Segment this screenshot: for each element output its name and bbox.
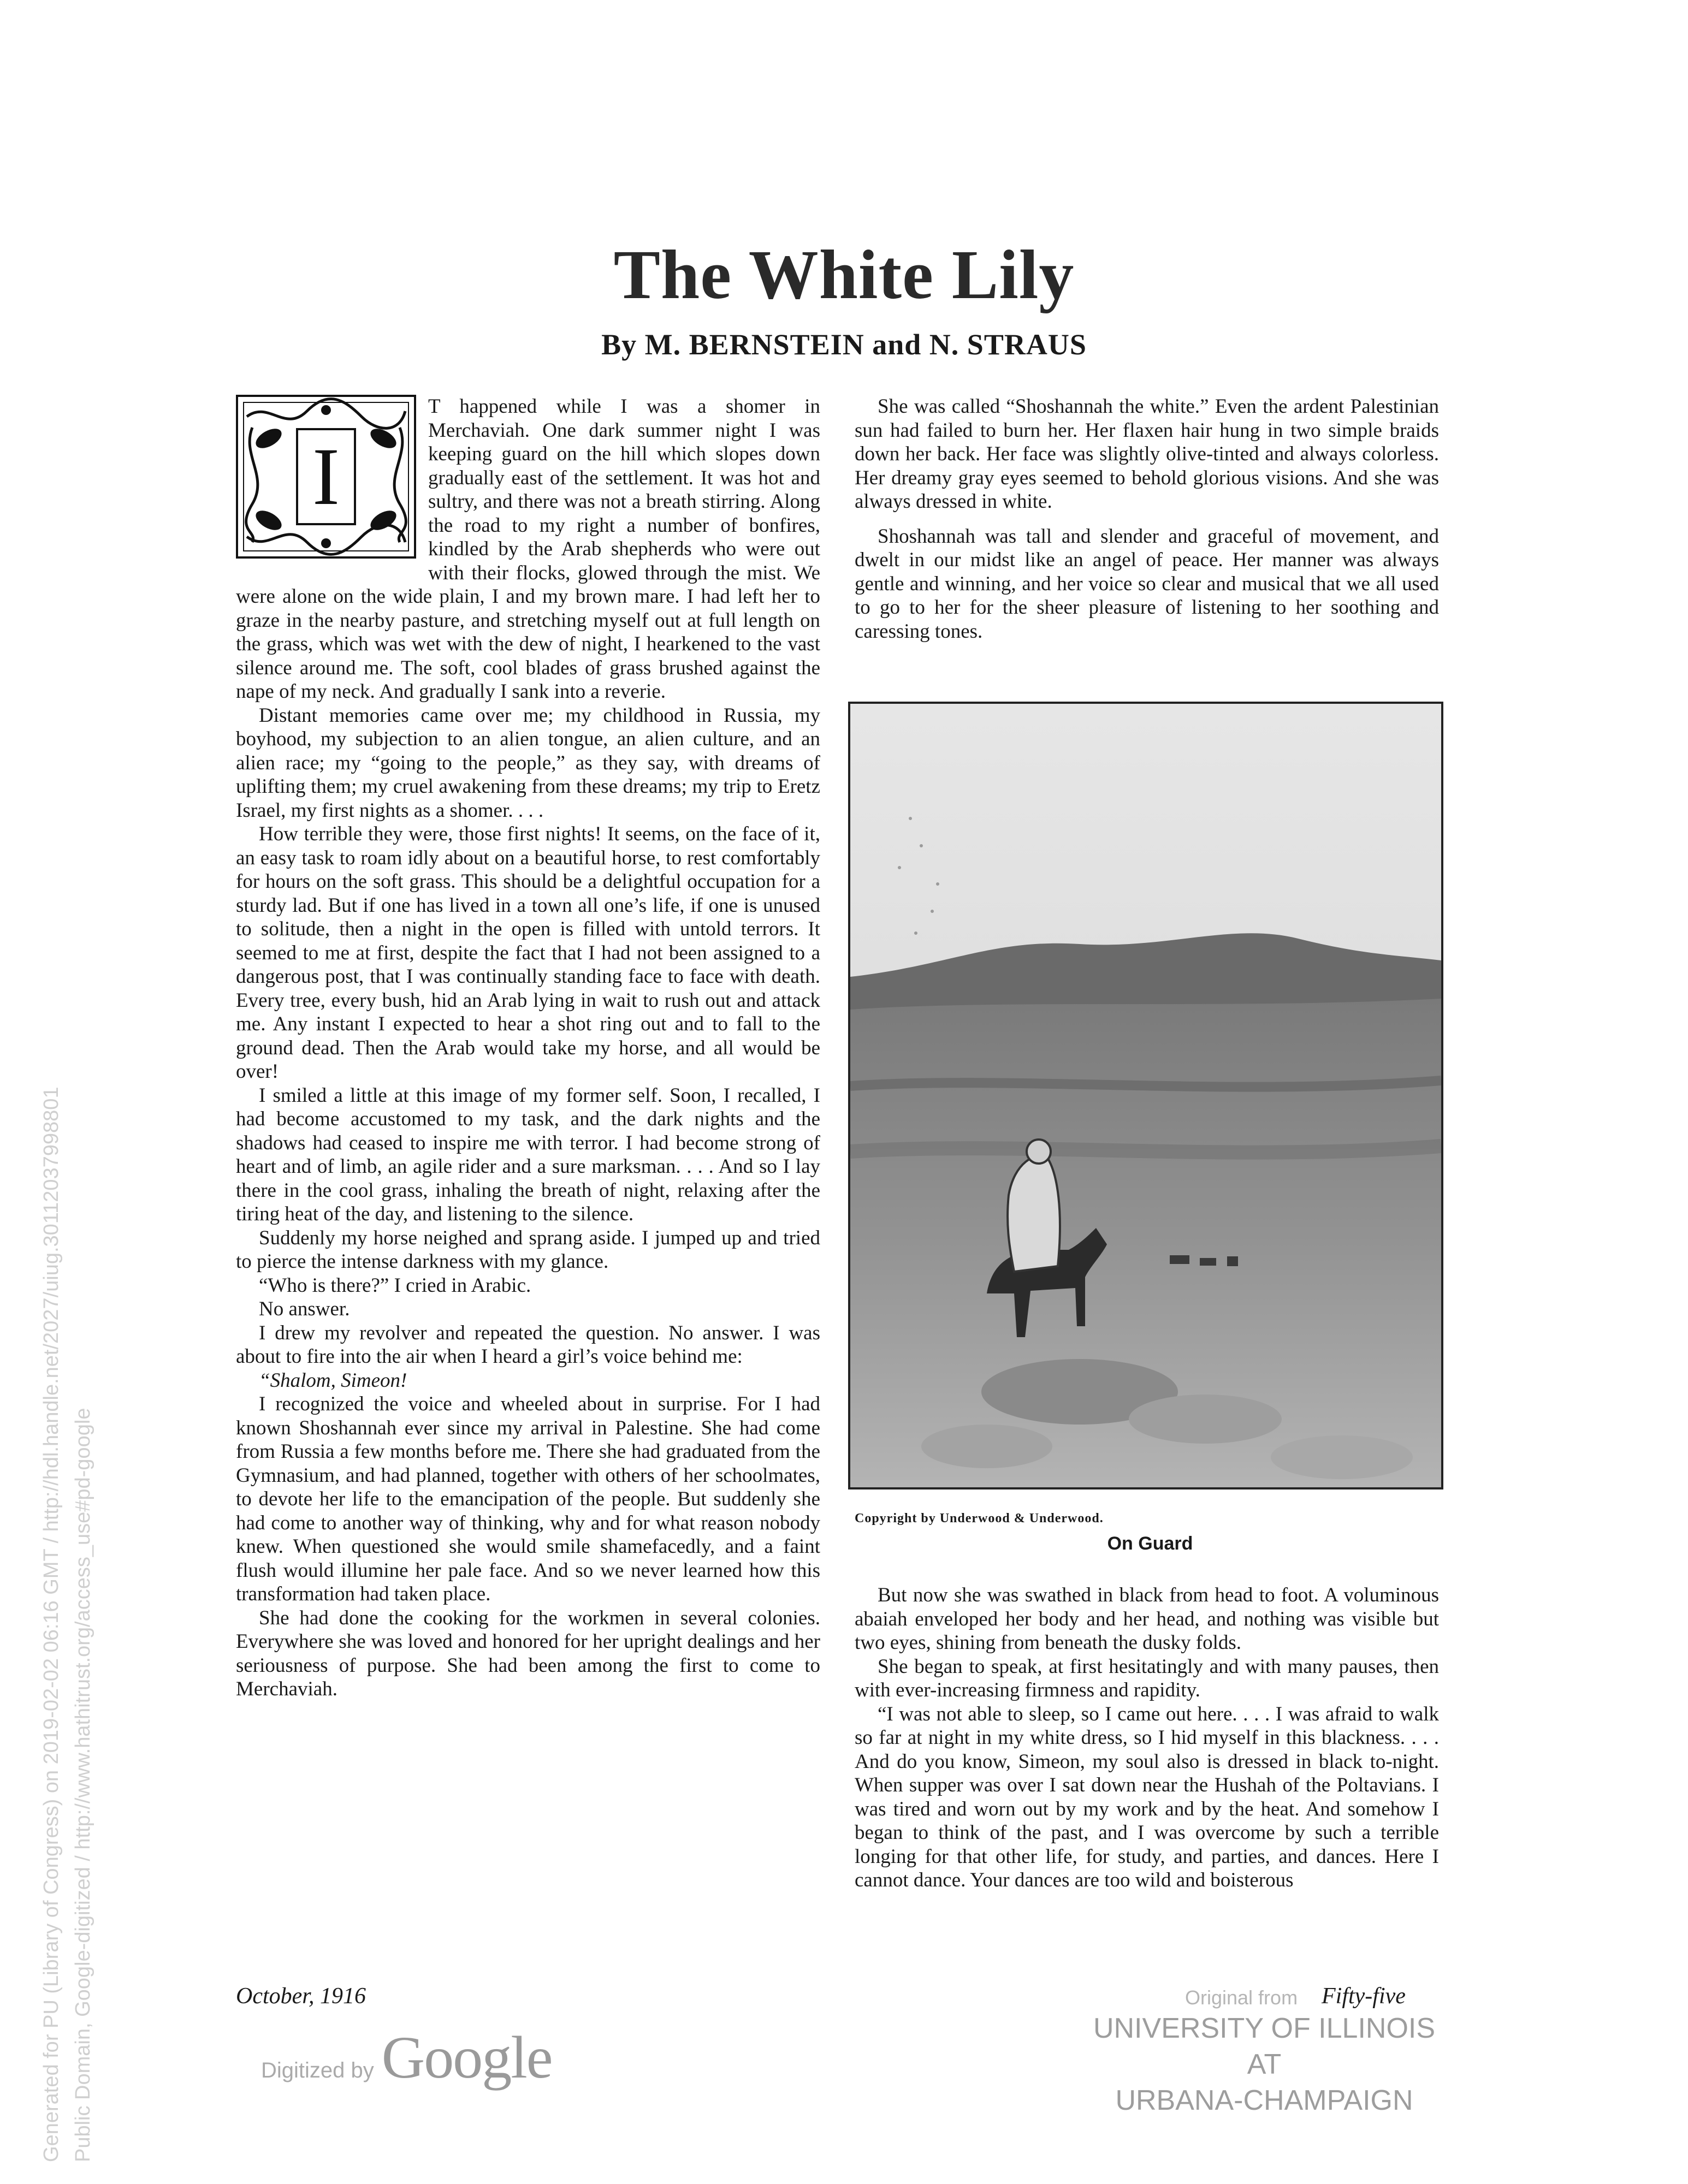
article-byline: By M. BERNSTEIN and N. STRAUS <box>601 328 1087 361</box>
google-logo: Google <box>381 2024 552 2091</box>
side-watermark <box>35 743 99 2162</box>
paragraph: Suddenly my horse neighed and sprang aside. I jumped up and tried to pierce the intense darkness with my glance. <box>236 1226 820 1273</box>
column-right-top <box>855 395 1439 643</box>
university-line-2: URBANA-CHAMPAIGN <box>1115 2085 1413 2116</box>
watermark-line-2: Public Domain, Google-digitized / http://www.hathitrust.org/access_use#pd-google <box>72 1408 94 2162</box>
paragraph: “Shalom, Simeon! <box>259 1369 407 1392</box>
paragraph: Distant memories came over me; my childhood in Russia, my boyhood, my subjection to an alien tongue, an alien culture, and an alien race; my “going to the people,” as they say, with dreams of uplifting them; my cruel awakening from these dreams; my trip to Eretz Israel, my first nights as a shomer. . . . <box>236 704 820 822</box>
page-number: Fifty-five <box>1322 1984 1406 2009</box>
paragraph: “Who is there?” I cried in Arabic. <box>259 1274 531 1297</box>
digitized-by-google <box>261 2023 552 2092</box>
paragraph: No answer. <box>259 1298 350 1320</box>
photo-credit: Copyright by Underwood & Underwood. <box>855 1511 1104 1526</box>
photo-on-guard <box>848 702 1443 1489</box>
paragraph: How terrible they were, those first nights! It seems, on the face of it, an easy task to roam idly about on a beautiful horse, to rest comfortably for hours on the soft grass. This should be a delightful occupation for a sturdy lad. But if one has lived in a town all one’s life, if one is unused to solitude, then a night in the open is filled with untold terrors. It seemed to me at first, despite the fact that I had not been assigned to a dangerous post, that I was continually standing face to face with death. Every tree, every bush, hid an Arab lying in wait to rush out and attack me. Any instant I expected to hear a shot ring out and to fall to the ground dead. Then the Arab would take my horse, and all would be over! <box>236 823 820 1083</box>
paragraph: But now she was swathed in black from head to foot. A voluminous abaiah enveloped her body and her head, and nothing was visible but two eyes, shining from beneath the dusky folds. <box>855 1584 1439 1654</box>
paragraph: T happened while I was a shomer in Merchaviah. One dark summer night I was keeping guard on the hill which slopes down gradually east of the settlement. It was hot and sultry, and there was not a breath stirring. Along the road to my right a number of bonfires, kindled by the Arab shepherds who were out with their flocks, glowed through the mist. We were alone on the wide plain, I and my brown mare. I had left her to graze in the nearby pasture, and stretching myself out at full length on the grass, which was wet with the dew of night, I hearkened to the vast silence around me. The soft, cool blades of grass brushed against the nape of my neck. And gradually I sank into a reverie. <box>236 395 820 703</box>
paragraph: She was called “Shoshannah the white.” Even the ardent Palestinian sun had failed to burn her. Her flaxen hair hung in two simple braids down her back. Her face was slightly olive-tinted and always colorless. Her dreamy gray eyes seemed to behold glorious visions. And she was always dressed in white. <box>855 395 1439 513</box>
original-from-label: Original from <box>1185 1986 1298 2009</box>
paragraph: She had done the cooking for the workmen in several colonies. Everywhere she was loved and honored for her upright dealings and her seriousness of purpose. She had been among the first to come to Merchaviah. <box>236 1606 820 1700</box>
university-line-1: UNIVERSITY OF ILLINOIS AT <box>1093 2013 1436 2080</box>
paragraph: “I was not able to sleep, so I came out here. . . . I was afraid to walk so far at night in my white dress, so I hid myself in this blackness. . . . And do you know, Simeon, my soul also is dressed in black to-night. When supper was over I sat down near the Hushah of the Poltavians. I was tired and worn out by my work and by the heat. And somehow I began to think of the past, and I was overcome by such a terrible longing for that other life, for study, and parties, and dances. Here I cannot dance. Your dances are too wild and boisterous <box>855 1702 1439 1891</box>
paragraph: I smiled a little at this image of my former self. Soon, I recalled, I had become accustomed to my task, and the dark nights and the shadows had ceased to inspire me with terror. I had become strong of heart and of limb, an agile rider and a sure marksman. . . . And so I lay there in the cool grass, inhaling the breath of night, relaxing after the tiring heat of the day, and listening to the silence. <box>236 1084 820 1225</box>
column-left <box>236 395 820 1701</box>
digitized-by-label: Digitized by <box>261 2058 374 2082</box>
paragraph: I recognized the voice and wheeled about in surprise. For I had known Shoshannah ever since my arrival in Palestine. She had come from Russia a few months before me. There she had graduated from the Gymnasium, and had planned, together with others of her schoolmates, to devote her life to the emancipation of the people. But suddenly she had come to another way of thinking, why and for what reason nobody knew. When questioned she would smile shamefacedly, and a faint flush would illumine her pale face. And so we never learned how this transformation had taken place. <box>236 1393 820 1605</box>
article-title: The White Lily <box>613 236 1075 313</box>
rider-landscape-photo <box>850 704 1441 1487</box>
issue-date: October, 1916 <box>236 1984 366 2009</box>
dropcap-letter: I <box>296 428 356 525</box>
column-right-bottom <box>855 1583 1439 1892</box>
paragraph: Shoshannah was tall and slender and graceful of movement, and dwelt in our midst like an angel of peace. Her manner was always gentle and winning, and her voice so clear and musical that we all used to go to her for the sheer pleasure of listening to her soothing and caressing tones. <box>855 525 1439 643</box>
ornamental-dropcap <box>236 395 416 559</box>
paragraph: She began to speak, at first hesitatingly and with many pauses, then with ever-increasing firmness and rapidity. <box>855 1655 1439 1701</box>
photo-caption: On Guard <box>1107 1533 1193 1554</box>
watermark-line-1: Generated for PU (Library of Congress) on 2019-02-02 06:16 GMT / http://hdl.handle.net/2027/uiug.30112037998801 <box>40 1087 63 2162</box>
paragraph: I drew my revolver and repeated the question. No answer. I was about to fire into the air when I heard a girl’s voice behind me: <box>236 1321 820 1368</box>
university-attribution <box>1073 2010 1455 2118</box>
